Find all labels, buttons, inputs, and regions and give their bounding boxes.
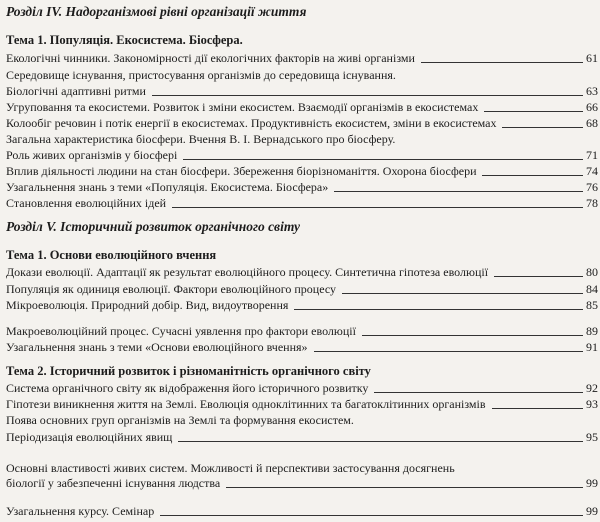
- leader-line: [421, 62, 583, 63]
- toc-entry: [6, 381, 598, 395]
- toc-entry-text: Роль живих організмів у біосфері: [6, 148, 178, 162]
- toc-entry-page: 68: [586, 116, 598, 130]
- toc-entry-text: біології у забезпеченні існування людства: [6, 476, 221, 490]
- toc-entry-text: Середовище існування, пристосування організмів до середовища існування.: [6, 68, 396, 82]
- leader-line: [494, 276, 583, 277]
- toc-entry-text: Вплив діяльності людини на стан біосфери. Збереження біорізноманіття. Охорона біосфери: [6, 164, 477, 178]
- toc-entry: [6, 116, 598, 130]
- toc-entry-text: Поява основних груп організмів на Землі та формування екосистем.: [6, 413, 354, 427]
- section-title-iv: Розділ IV. Надорганізмові рівні організації життя: [6, 4, 307, 19]
- toc-entry-text: Колообіг речовин і потік енергії в екосистемах. Продуктивність екосистем, зміни в екосистемах: [6, 116, 497, 130]
- toc-entry: [6, 397, 598, 411]
- toc-entry-page: 84: [586, 282, 598, 296]
- toc-entry-text: Екологічні чинники. Закономірності дії екологічних факторів на живі організми: [6, 51, 415, 65]
- toc-entry-text: Макроеволюційний процес. Сучасні уявлення про фактори еволюції: [6, 324, 356, 338]
- toc-entry-page: 92: [586, 381, 598, 395]
- leader-line: [183, 159, 583, 160]
- section-title-v: Розділ V. Історичний розвиток органічного світу: [6, 219, 301, 234]
- toc-entry-page: 93: [586, 397, 598, 411]
- toc-entry-page: 89: [586, 324, 598, 338]
- toc-entry-text: Гіпотези виникнення життя на Землі. Еволюція одноклітинних та багатоклітинних організмів: [6, 397, 486, 411]
- toc-entry: [6, 265, 598, 279]
- toc-entry: [6, 340, 598, 354]
- toc-entry-page: 63: [586, 84, 598, 98]
- leader-line: [482, 175, 583, 176]
- leader-line: [226, 487, 583, 488]
- toc-entry-page: 99: [586, 476, 598, 490]
- toc-entry-text: Біологічні адаптивні ритми: [6, 84, 146, 98]
- toc-entry: [6, 196, 598, 210]
- toc-entry-text: Докази еволюції. Адаптації як результат еволюційного процесу. Синтетична гіпотеза еволюції: [6, 265, 489, 279]
- toc-entry-text: Становлення еволюційних ідей: [6, 196, 167, 210]
- toc-entry-text: Мікроеволюція. Природний добір. Вид, видоутворення: [6, 298, 289, 312]
- toc-entry: [6, 164, 598, 178]
- toc-entry: [6, 84, 598, 98]
- toc-entry: [6, 324, 598, 338]
- toc-entry-page: 95: [586, 430, 598, 444]
- topic-title-populations: Тема 1. Популяція. Екосистема. Біосфера.: [6, 33, 243, 47]
- toc-entry-text: Узагальнення курсу. Семінар: [6, 504, 155, 518]
- leader-line: [152, 95, 583, 96]
- toc-entry: [6, 100, 598, 114]
- toc-entry: [6, 180, 598, 194]
- toc-entry: [6, 504, 598, 518]
- leader-line: [374, 392, 583, 393]
- leader-line: [502, 127, 583, 128]
- toc-entry-text: Загальна характеристика біосфери. Вчення В. І. Вернадського про біосферу.: [6, 132, 396, 146]
- toc-entry: [6, 148, 598, 162]
- leader-line: [294, 309, 583, 310]
- toc-entry: [6, 298, 598, 312]
- toc-entry-text: Узагальнення знань з теми «Популяція. Екосистема. Біосфера»: [6, 180, 329, 194]
- topic-title-evolution: Тема 1. Основи еволюційного вчення: [6, 248, 217, 262]
- leader-line: [484, 111, 583, 112]
- leader-line: [172, 207, 583, 208]
- leader-line: [342, 293, 583, 294]
- toc-entry-page: 66: [586, 100, 598, 114]
- toc-entry-page: 74: [586, 164, 598, 178]
- toc-entry-page: 99: [586, 504, 598, 518]
- toc-entry-text: Угруповання та екосистеми. Розвиток і зміни екосистем. Взаємодії організмів в екосистемах: [6, 100, 479, 114]
- leader-line: [178, 441, 583, 442]
- toc-entry: [6, 430, 598, 444]
- toc-entry: [6, 476, 598, 490]
- toc-entry-page: 76: [586, 180, 598, 194]
- toc-entry-page: 61: [586, 51, 598, 65]
- toc-entry-page: 91: [586, 340, 598, 354]
- toc-entry-text: Періодизація еволюційних явищ: [6, 430, 173, 444]
- leader-line: [314, 351, 583, 352]
- leader-line: [492, 408, 583, 409]
- leader-line: [160, 515, 583, 516]
- toc-entry-text: Узагальнення знань з теми «Основи еволюційного вчення»: [6, 340, 308, 354]
- toc-entry-page: 85: [586, 298, 598, 312]
- leader-line: [362, 335, 583, 336]
- toc-entry-page: 78: [586, 196, 598, 210]
- toc-entry: [6, 282, 598, 296]
- toc-entry-text: Популяція як одиниця еволюції. Фактори еволюційного процесу: [6, 282, 337, 296]
- toc-entry-text: Основні властивості живих систем. Можливості й перспективи застосування досягнень: [6, 461, 455, 475]
- toc-entry-page: 80: [586, 265, 598, 279]
- topic-title-history: Тема 2. Історичний розвиток і різноманітність органічного світу: [6, 364, 371, 378]
- toc-entry-page: 71: [586, 148, 598, 162]
- toc-entry-text: Система органічного світу як відображення його історичного розвитку: [6, 381, 369, 395]
- toc-entry: [6, 51, 598, 65]
- leader-line: [334, 191, 583, 192]
